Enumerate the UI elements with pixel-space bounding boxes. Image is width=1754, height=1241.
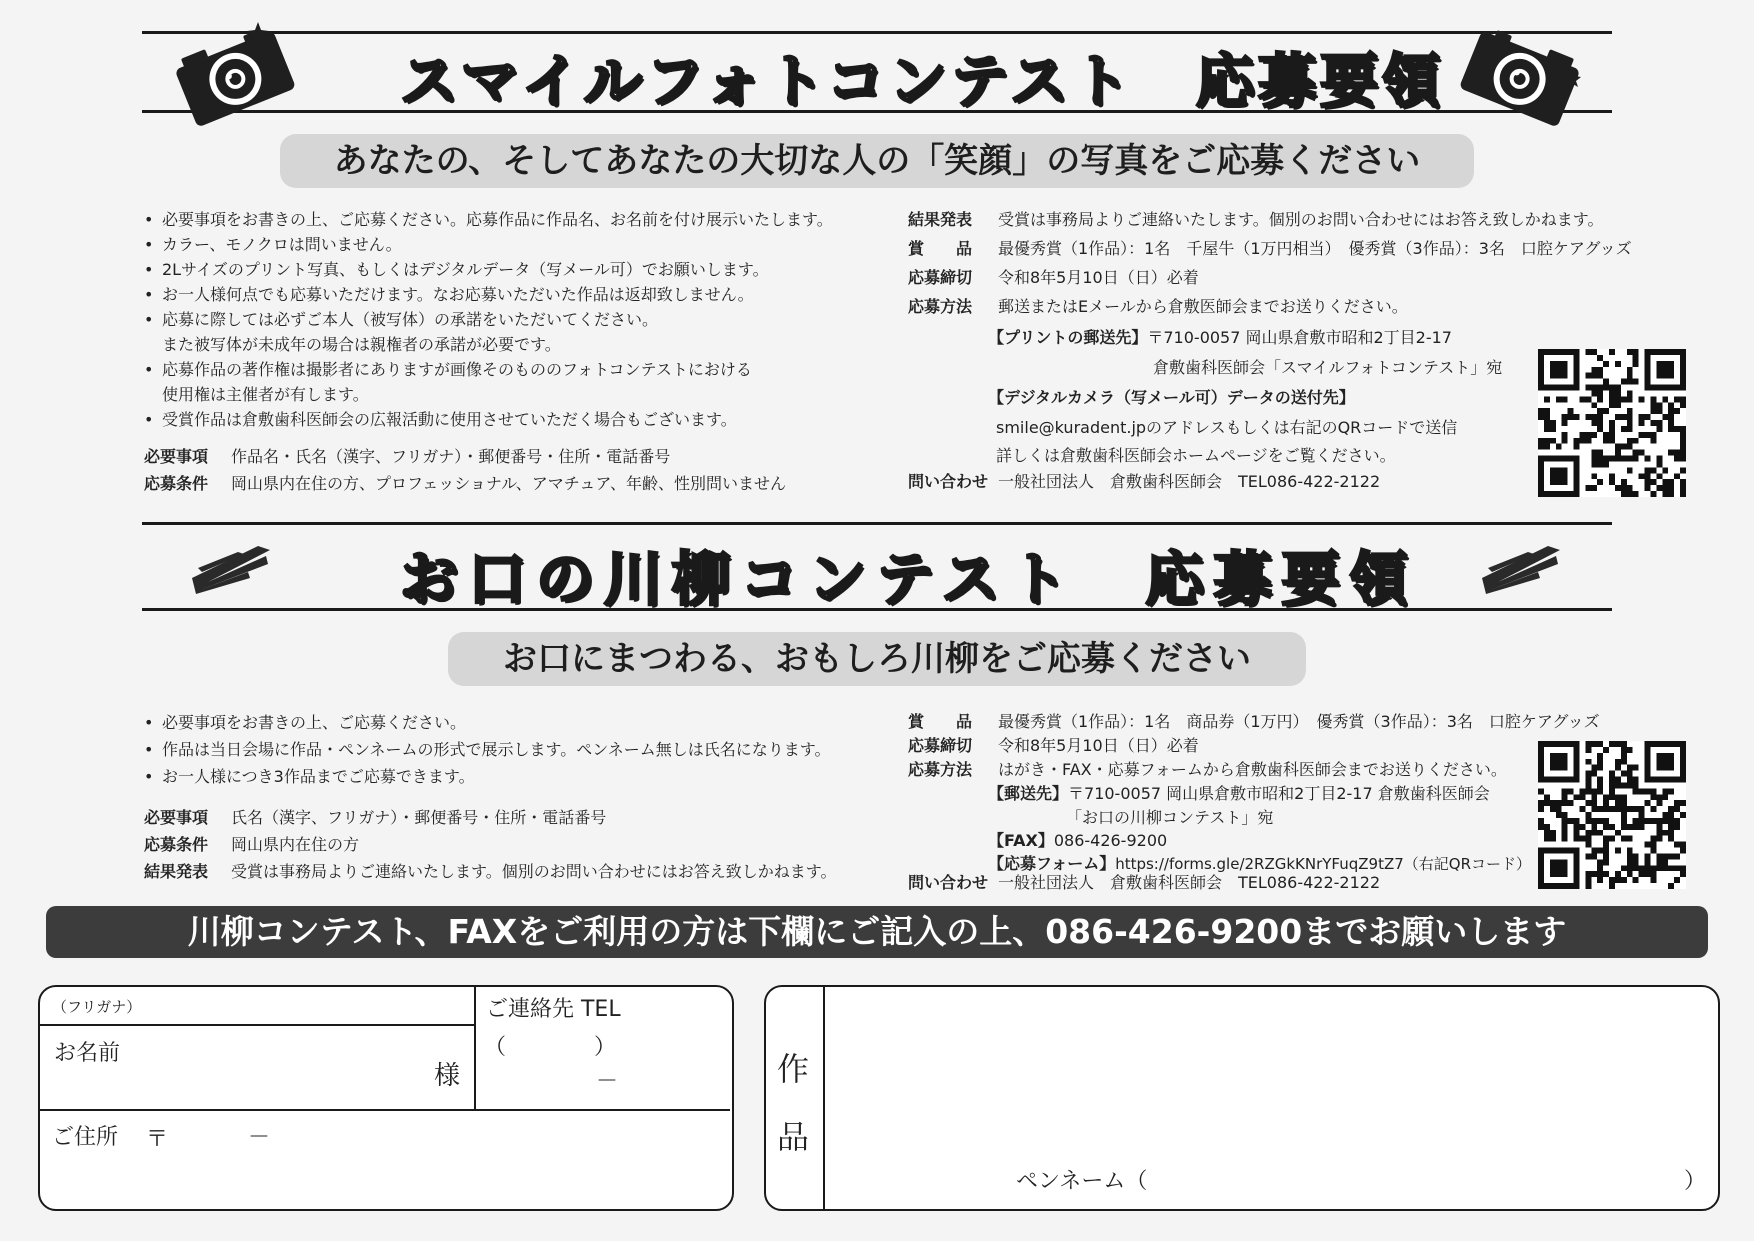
senryu-fax-value: 086-426-9200 <box>1053 831 1168 850</box>
photo-prize-label: 賞 品 <box>908 239 973 258</box>
senryu-qr-code[interactable] <box>1538 741 1686 889</box>
senryu-prize-label: 賞 品 <box>908 712 973 731</box>
senryu-cond-value: 岡山県内在住の方 <box>231 835 360 854</box>
photo-contest-banner: あなたの、そしてあなたの大切な人の「笑顔」の写真をご応募ください <box>280 134 1474 188</box>
furigana-input[interactable] <box>160 990 466 1020</box>
photo-print-address <box>988 325 1452 348</box>
photo-result-value: 受賞は事務局よりご連絡いたします。個別のお問い合わせにはお答え致しかねます。 <box>998 210 1604 229</box>
name-input[interactable] <box>140 1034 430 1104</box>
senryu-contest-banner: お口にまつわる、おもしろ川柳をご応募ください <box>448 632 1306 686</box>
photo-contact <box>908 468 1380 495</box>
photo-prize <box>908 235 1632 262</box>
photo-prize-value: 最優秀賞（1作品）：1名 千屋牛（1万円相当） 優秀賞（3作品）：3名 口腔ケアグッズ <box>998 239 1632 258</box>
penname-label: ペンネーム（ <box>1016 1169 1148 1194</box>
photo-deadline-label: 応募締切 <box>908 268 973 287</box>
photo-conditions <box>144 470 786 497</box>
photo-cond-value: 岡山県内在住の方、プロフェッショナル、アマチュア、年齢、性別問いません <box>231 474 787 493</box>
senryu-method-label: 応募方法 <box>908 760 973 779</box>
photo-digital-head: 【デジタルカメラ（写メール可）データの送付先】 <box>988 388 1355 407</box>
senryu-contest-title: お口の川柳コンテスト 応募要領 <box>400 545 1418 613</box>
tel-dash: － <box>596 1069 619 1094</box>
senryu-fax-head: 【FAX】 <box>988 831 1054 850</box>
senryu-req-label: 必要事項 <box>144 808 209 827</box>
photo-result <box>908 206 1603 233</box>
list-item: • お一人様につき3作品までご応募できます。 <box>142 763 902 790</box>
photo-cond-label: 応募条件 <box>144 474 209 493</box>
senryu-fax <box>988 828 1167 851</box>
name-label: お名前 <box>54 1041 121 1066</box>
tel-label: ご連絡先 TEL <box>486 997 621 1022</box>
senryu-bullet-list <box>142 709 902 790</box>
photo-digital-line1: smile@kuradent.jpのアドレスもしくは右記のQRコードで送信 <box>996 418 1458 437</box>
address-label: ご住所 <box>52 1125 119 1150</box>
list-item: • 必要事項をお書きの上、ご応募ください。 <box>142 709 902 736</box>
work-label-char1: 作 <box>777 1050 810 1088</box>
senryu-method <box>908 756 1507 783</box>
list-item: • カラー、モノクロは問いません。 <box>142 232 902 257</box>
brush-stroke-left-icon <box>188 538 274 600</box>
photo-req-label: 必要事項 <box>144 447 209 466</box>
name-tel-divider <box>474 987 476 1111</box>
senryu-result <box>144 858 836 885</box>
photo-deadline-value: 令和8年5月10日（日）必着 <box>998 268 1199 287</box>
photo-print-addr2: 倉敷歯科医師会「スマイルフォトコンテスト」宛 <box>1153 358 1503 377</box>
senryu-title-rule-top <box>142 522 1612 525</box>
senryu-form-head: 【応募フォーム】 <box>988 854 1116 873</box>
photo-print-head: 【プリントの郵送先】 <box>988 328 1148 347</box>
photo-contest-title: スマイルフォトコンテスト 応募要領 <box>400 47 1445 115</box>
qr-code-icon <box>1538 349 1686 497</box>
postal-dash: － <box>248 1125 271 1150</box>
penname-input[interactable] <box>1180 1160 1680 1194</box>
furigana-divider <box>40 1024 474 1026</box>
photo-deadline <box>908 264 1199 291</box>
work-label-divider <box>823 987 825 1209</box>
senryu-deadline-label: 応募締切 <box>908 736 973 755</box>
work-input[interactable] <box>836 992 1702 1142</box>
senryu-post-addr: 〒710-0057 岡山県倉敷市昭和2丁目2-17 倉敷歯科医師会 <box>1068 784 1490 803</box>
senryu-contact-value: 一般社団法人 倉敷歯科医師会 TEL086-422-2122 <box>998 873 1381 892</box>
photo-method-value: 郵送またはEメールから倉敷医師会までお送りください。 <box>998 297 1408 316</box>
list-item: • 応募作品の著作権は撮影者にありますが画像そのもののフォトコンテストにおける 使用権は主催者が有します。 <box>142 357 902 407</box>
penname-close-paren: ） <box>1684 1169 1707 1194</box>
furigana-label: （フリガナ） <box>52 998 142 1016</box>
senryu-deadline <box>908 732 1199 759</box>
photo-method <box>908 293 1408 320</box>
list-item: • 必要事項をお書きの上、ご応募ください。応募作品に作品名、お名前を付け展示いたします。 <box>142 207 902 232</box>
photo-qr-code[interactable] <box>1538 349 1686 497</box>
senryu-post-addr2: 「お口の川柳コンテスト」宛 <box>1066 808 1274 827</box>
photo-requirements <box>144 443 670 470</box>
senryu-form-url[interactable]: https://forms.gle/2RZGkKNrYFuqZ9tZ7（右記QRコード） <box>1115 855 1532 873</box>
honorific-sama: 様 <box>434 1061 461 1091</box>
brush-stroke-right-icon <box>1478 538 1564 600</box>
senryu-post-head: 【郵送先】 <box>988 784 1069 803</box>
list-item: • 応募に際しては必ずご本人（被写体）の承諾をいただいてください。 また被写体が未成年の場合は親権者の承諾が必要です。 <box>142 307 902 357</box>
senryu-prize-value: 最優秀賞（1作品）：1名 商品券（1万円） 優秀賞（3作品）：3名 口腔ケアグッズ <box>998 712 1600 731</box>
senryu-prize <box>908 708 1600 735</box>
work-label-char2: 品 <box>777 1118 810 1156</box>
qr-code-icon <box>1538 741 1686 889</box>
senryu-deadline-value: 令和8年5月10日（日）必着 <box>998 736 1199 755</box>
address-input[interactable] <box>140 1150 710 1198</box>
photo-contact-value: 一般社団法人 倉敷歯科医師会 TEL086-422-2122 <box>998 472 1381 491</box>
list-item: • 作品は当日会場に作品・ペンネームの形式で展示します。ペンネーム無しは氏名になります。 <box>142 736 902 763</box>
name-address-divider <box>40 1109 730 1111</box>
photo-result-label: 結果発表 <box>908 210 973 229</box>
photo-contact-label: 問い合わせ <box>908 472 989 491</box>
photo-digital-line2: 詳しくは倉敷歯科医師会ホームページをご覧ください。 <box>996 446 1396 465</box>
list-item: • 受賞作品は倉敷歯科医師会の広報活動に使用させていただく場合もございます。 <box>142 407 902 432</box>
photo-req-value: 作品名・氏名（漢字、フリガナ）・郵便番号・住所・電話番号 <box>231 447 671 466</box>
camera-icon-right <box>1455 18 1585 132</box>
senryu-req-value: 氏名（漢字、フリガナ）・郵便番号・住所・電話番号 <box>231 808 607 827</box>
senryu-contact-label: 問い合わせ <box>908 873 989 892</box>
senryu-result-value: 受賞は事務局よりご連絡いたします。個別のお問い合わせにはお答え致しかねます。 <box>231 862 837 881</box>
photo-method-label: 応募方法 <box>908 297 973 316</box>
senryu-conditions <box>144 831 359 858</box>
postal-mark: 〒 <box>146 1127 169 1152</box>
photo-print-addr: 〒710-0057 岡山県倉敷市昭和2丁目2-17 <box>1147 328 1452 347</box>
tel-area-paren[interactable]: （ ） <box>484 1035 617 1060</box>
senryu-cond-label: 応募条件 <box>144 835 209 854</box>
senryu-contact <box>908 869 1380 896</box>
senryu-post-address <box>988 781 1490 804</box>
senryu-requirements <box>144 804 606 831</box>
list-item: • お一人様何点でも応募いただけます。なお応募いただいた作品は返却致しません。 <box>142 282 902 307</box>
senryu-result-label: 結果発表 <box>144 862 209 881</box>
list-item: • 2Lサイズのプリント写真、もしくはデジタルデータ（写メール可）でお願いします。 <box>142 257 902 282</box>
senryu-method-value: はがき・FAX・応募フォームから倉敷歯科医師会までお送りください。 <box>998 760 1507 779</box>
photo-bullet-list <box>142 207 902 432</box>
fax-instruction-bar: 川柳コンテスト、FAXをご利用の方は下欄にご記入の上、086-426-9200までお願いします <box>46 906 1708 958</box>
camera-icon-left <box>170 18 300 132</box>
